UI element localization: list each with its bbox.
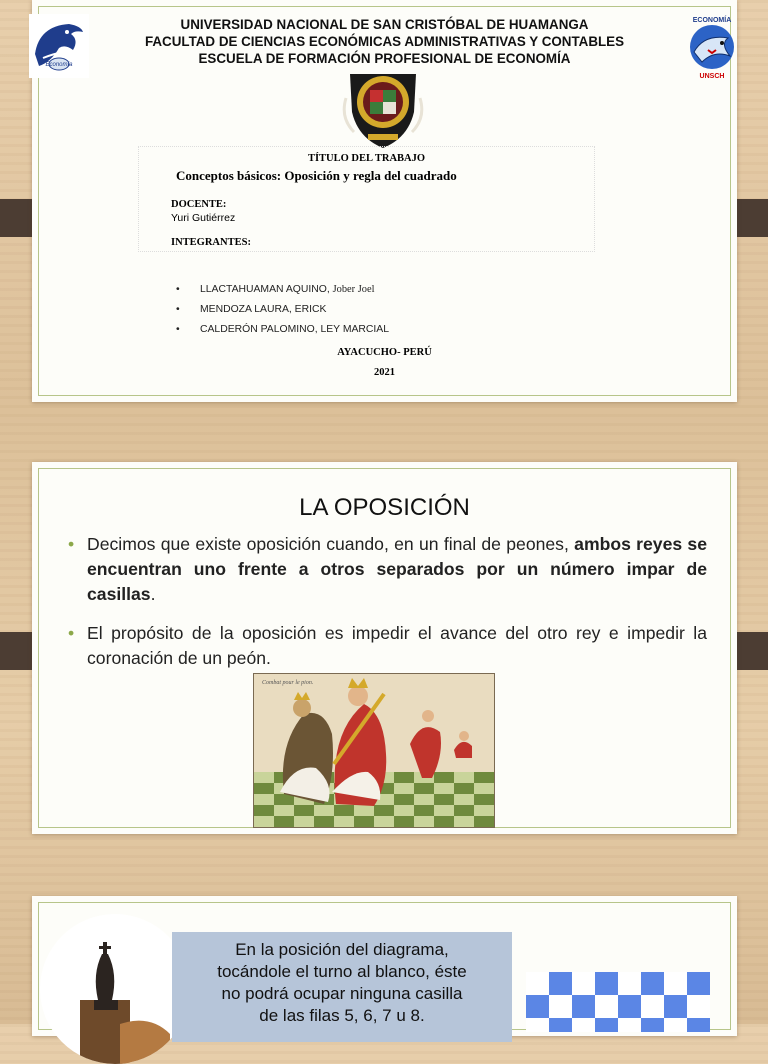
slide-oposicion [32,462,737,834]
place-text: AYACUCHO- PERÚ [337,347,432,358]
board-square [549,1018,572,1032]
board-square [687,972,710,995]
slide-heading: LA OPOSICIÓN [299,494,470,521]
board-square [572,995,595,1018]
slide-diagram [32,896,737,1036]
list-item: • CALDERÓN PALOMINO, LEY MARCIAL [172,324,389,344]
board-square [618,995,641,1018]
explanation-line: En la posición del diagrama, [235,940,449,959]
chess-king-photo [40,914,190,1064]
docente-label: DOCENTE: [171,199,227,210]
explanation-line: tocándole el turno al blanco, éste [217,962,467,981]
board-square [618,972,641,995]
bullet-icon: • [68,623,75,643]
diagram-explanation-box [172,932,512,1042]
work-title: Conceptos básicos: Oposición y regla del cuadrado [176,168,457,183]
board-square [687,1018,710,1032]
chess-kings-illustration [253,673,495,828]
board-square [526,995,549,1018]
school-name: ESCUELA DE FORMACIÓN PROFESIONAL DE ECONOMÍA [198,51,571,66]
explanation-line: de las filas 5, 6, 7 u 8. [259,1006,425,1025]
board-square [641,972,664,995]
board-square [664,1018,687,1032]
board-square [664,972,687,995]
title-box [138,146,595,252]
faculty-name: FACULTAD DE CIENCIAS ECONÓMICAS ADMINISTRATIVAS Y CONTABLES [144,34,625,49]
integrantes-label: INTEGRANTES: [171,237,251,248]
board-square [595,995,618,1018]
bullet-definition: • Decimos que existe oposición cuando, en un final de peones, ambos reyes se encuentran uno frente a otros separados por un número impar de casillas. [68,534,707,604]
svg-text:Economía: Economía [45,62,73,68]
board-square [572,972,595,995]
board-square [526,972,549,995]
board-square [641,1018,664,1032]
university-header [32,16,737,67]
title-label: TÍTULO DEL TRABAJO [307,153,426,164]
board-square [618,1018,641,1032]
svg-text:UNSCH: UNSCH [699,73,725,80]
bullet-icon: • [68,534,75,554]
board-square [572,1018,595,1032]
year-text: 2021 [374,367,395,378]
svg-text:Combat pour le pion.: Combat pour le pion. [262,680,314,686]
docente-name: Yuri Gutiérrez [171,212,236,224]
board-square [641,995,664,1018]
board-square [526,1018,549,1032]
university-name: UNIVERSIDAD NACIONAL DE SAN CRISTÓBAL DE HUAMANGA [180,17,589,32]
svg-text:ECONOMÍA: ECONOMÍA [692,17,732,24]
slide-title [32,0,737,402]
board-square [549,995,572,1018]
bullet-purpose: • El propósito de la oposición es impedir el avance del otro rey e impedir la coronación de un peón. [68,623,707,668]
members-list [172,284,389,344]
board-square [687,995,710,1018]
list-item: • MENDOZA LAURA, ERICK [172,304,389,324]
chessboard-diagram [524,972,710,1032]
explanation-line: no podrá ocupar ninguna casilla [221,984,463,1003]
university-crest [340,68,426,150]
board-square [595,1018,618,1032]
list-item: • LLACTAHUAMAN AQUINO, Jober Joel [172,284,389,304]
board-square [595,972,618,995]
board-square [664,995,687,1018]
board-square [549,972,572,995]
